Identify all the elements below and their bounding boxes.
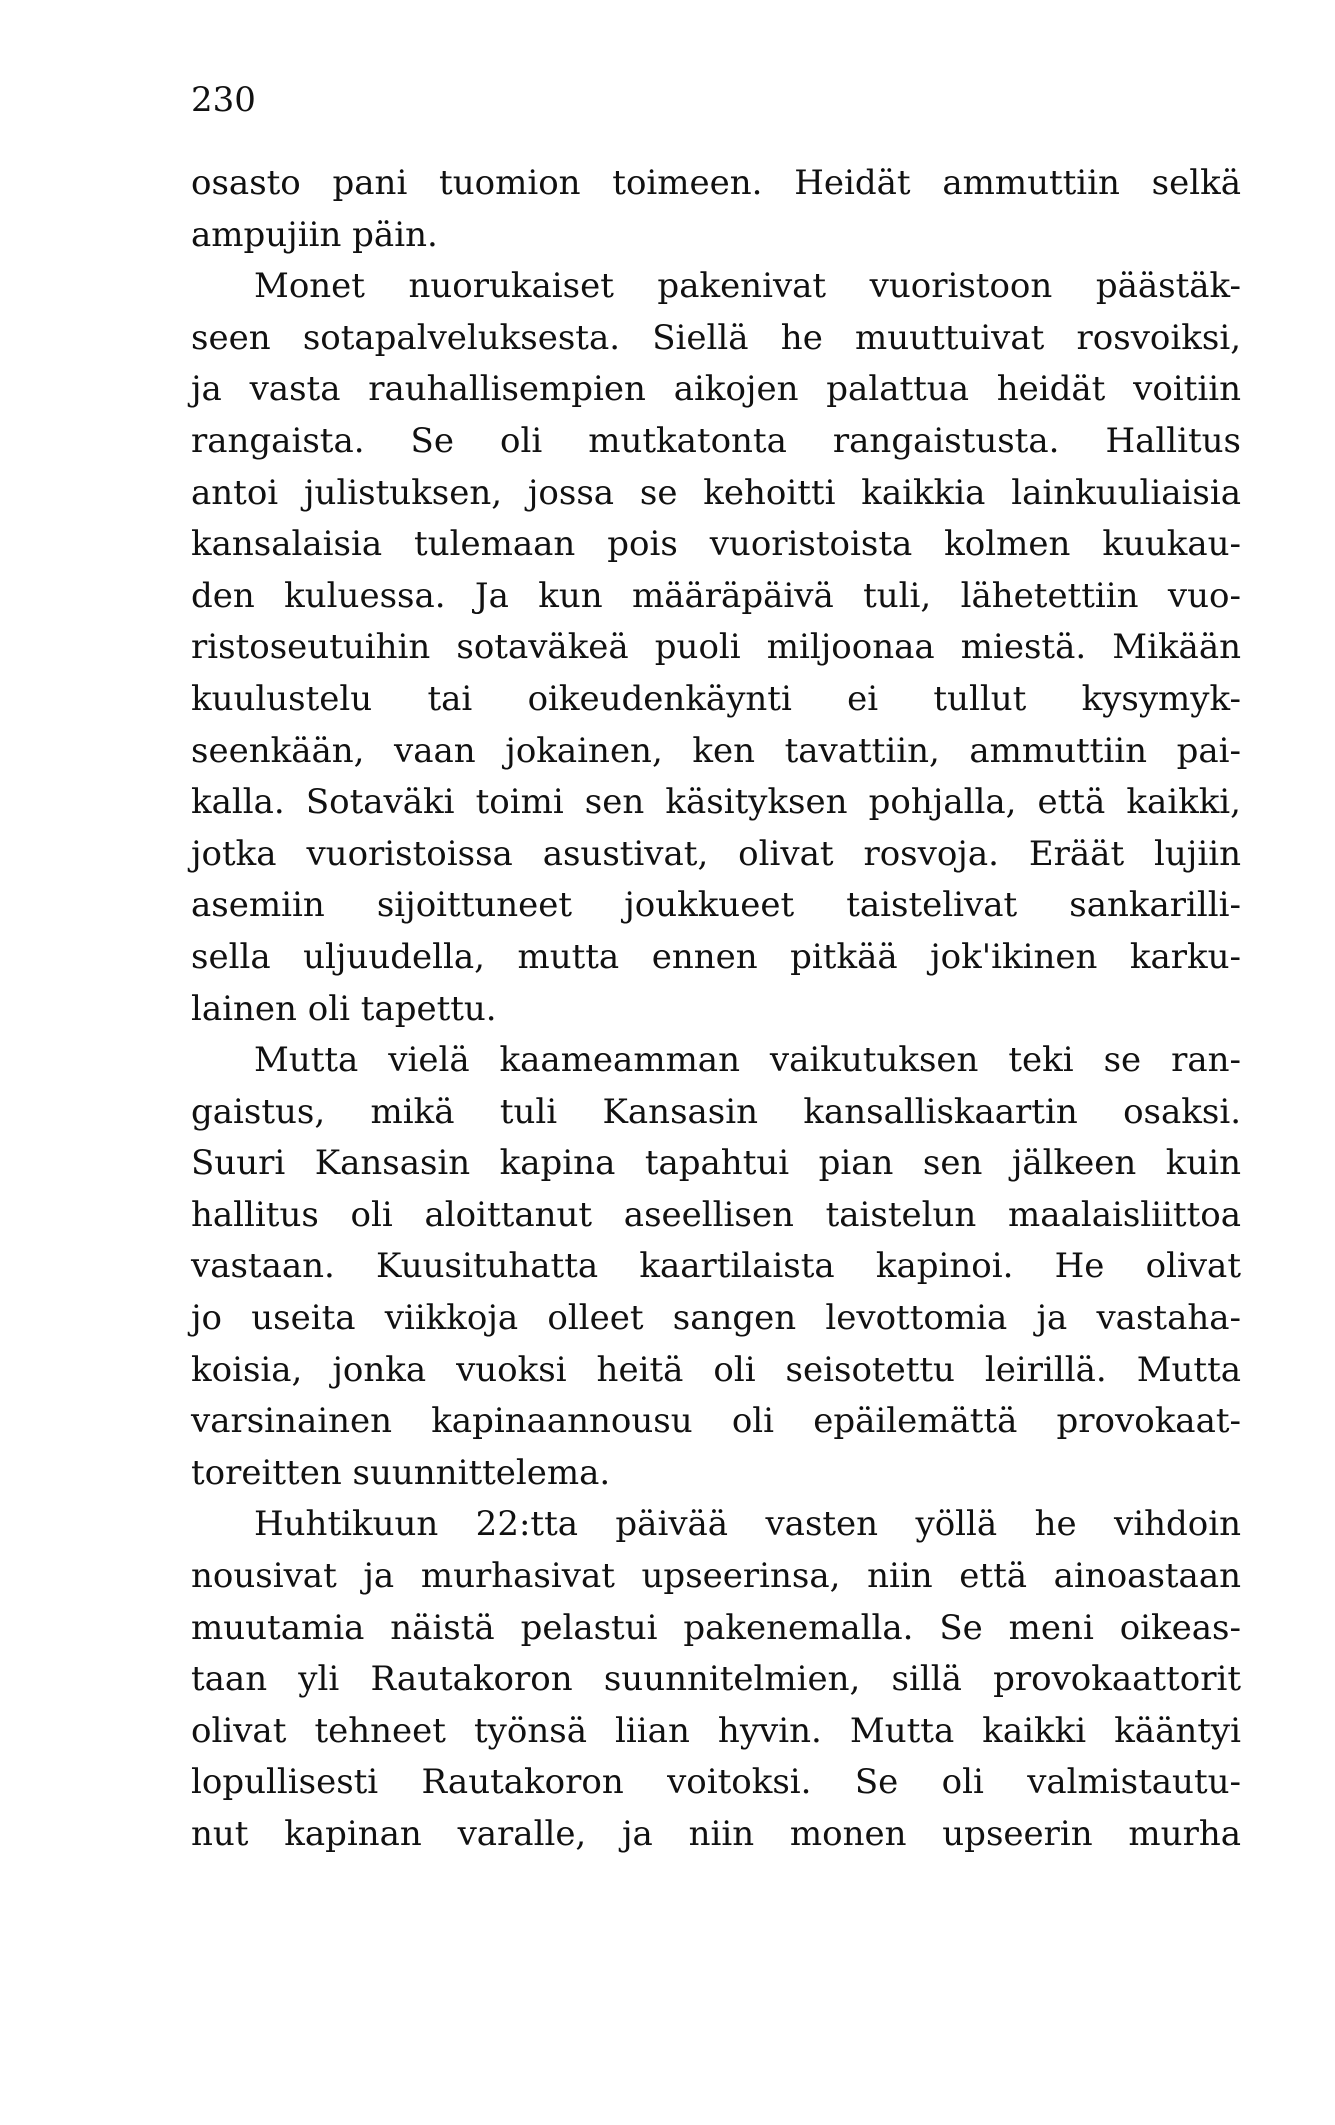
text-line: Huhtikuun 22:tta päivää vasten yöllä he vihdoin	[254, 1504, 1241, 1545]
text-line: lopullisesti Rautakoron voitoksi. Se oli valmistautu-	[191, 1762, 1241, 1803]
text-line: ja vasta rauhallisempien aikojen palattua heidät voitiin	[191, 369, 1241, 410]
paragraph-4	[191, 1499, 1241, 1860]
text-line: olivat tehneet työnsä liian hyvin. Mutta kaikki kääntyi	[191, 1710, 1241, 1751]
text-line: antoi julistuksen, jossa se kehoitti kaikkia lainkuuliaisia	[191, 472, 1241, 513]
text-line: kuulustelu tai oikeudenkäynti ei tullut kysymyk-	[191, 678, 1241, 719]
text-line: Mutta vielä kaameamman vaikutuksen teki se ran-	[254, 1040, 1241, 1081]
text-line: osasto pani tuomion toimeen. Heidät ammuttiin selkä	[191, 163, 1241, 203]
text-line: nut kapinan varalle, ja niin monen upseerin murha	[191, 1814, 1241, 1854]
paragraph-1	[191, 158, 1241, 261]
text-line: Suuri Kansasin kapina tapahtui pian sen jälkeen kuin	[191, 1143, 1241, 1184]
text-line: koisia, jonka vuoksi heitä oli seisotettu leirillä. Mutta	[191, 1349, 1241, 1390]
body-text	[191, 158, 1241, 1861]
text-line: jotka vuoristoissa asustivat, olivat rosvoja. Eräät lujiin	[191, 833, 1241, 874]
paragraph-3	[191, 1035, 1241, 1499]
text-line: seenkään, vaan jokainen, ken tavattiin, ammuttiin pai-	[191, 730, 1241, 771]
text-line: seen sotapalveluksesta. Siellä he muuttuivat rosvoiksi,	[191, 317, 1241, 358]
text-line: gaistus, mikä tuli Kansasin kansalliskaartin osaksi.	[191, 1091, 1241, 1132]
text-line: nousivat ja murhasivat upseerinsa, niin että ainoastaan	[191, 1556, 1241, 1597]
text-line: jo useita viikkoja olleet sangen levottomia ja vastaha-	[191, 1298, 1241, 1339]
text-line: vastaan. Kuusituhatta kaartilaista kapinoi. He olivat	[191, 1246, 1241, 1287]
text-line: den kuluessa. Ja kun määräpäivä tuli, lähetettiin vuo-	[191, 575, 1241, 616]
text-line: hallitus oli aloittanut aseellisen taistelun maalaisliittoa	[191, 1194, 1241, 1235]
text-line: kalla. Sotaväki toimi sen käsityksen pohjalla, että kaikki,	[191, 782, 1241, 823]
text-line: Monet nuorukaiset pakenivat vuoristoon päästäk-	[254, 266, 1241, 307]
text-line: lainen oli tapettu.	[191, 988, 497, 1029]
text-line: sella uljuudella, mutta ennen pitkää jok'ikinen karku-	[191, 936, 1241, 977]
text-line: toreitten suunnittelema.	[191, 1452, 611, 1493]
paragraph-2	[191, 261, 1241, 1035]
text-line: varsinainen kapinaannousu oli epäilemättä provokaat-	[191, 1401, 1241, 1442]
text-line: taan yli Rautakoron suunnitelmien, sillä provokaattorit	[191, 1659, 1241, 1700]
text-line: asemiin sijoittuneet joukkueet taistelivat sankarilli-	[191, 885, 1241, 926]
text-line: rangaista. Se oli mutkatonta rangaistusta. Hallitus	[191, 420, 1241, 461]
text-line: ristoseutuihin sotaväkeä puoli miljoonaa miestä. Mikään	[191, 627, 1241, 668]
text-line: muutamia näistä pelastui pakenemalla. Se meni oikeas-	[191, 1607, 1241, 1648]
text-line: ampujiin päin.	[191, 214, 438, 255]
text-line: kansalaisia tulemaan pois vuoristoista kolmen kuukau-	[191, 524, 1241, 565]
page-number: 230	[191, 80, 256, 120]
